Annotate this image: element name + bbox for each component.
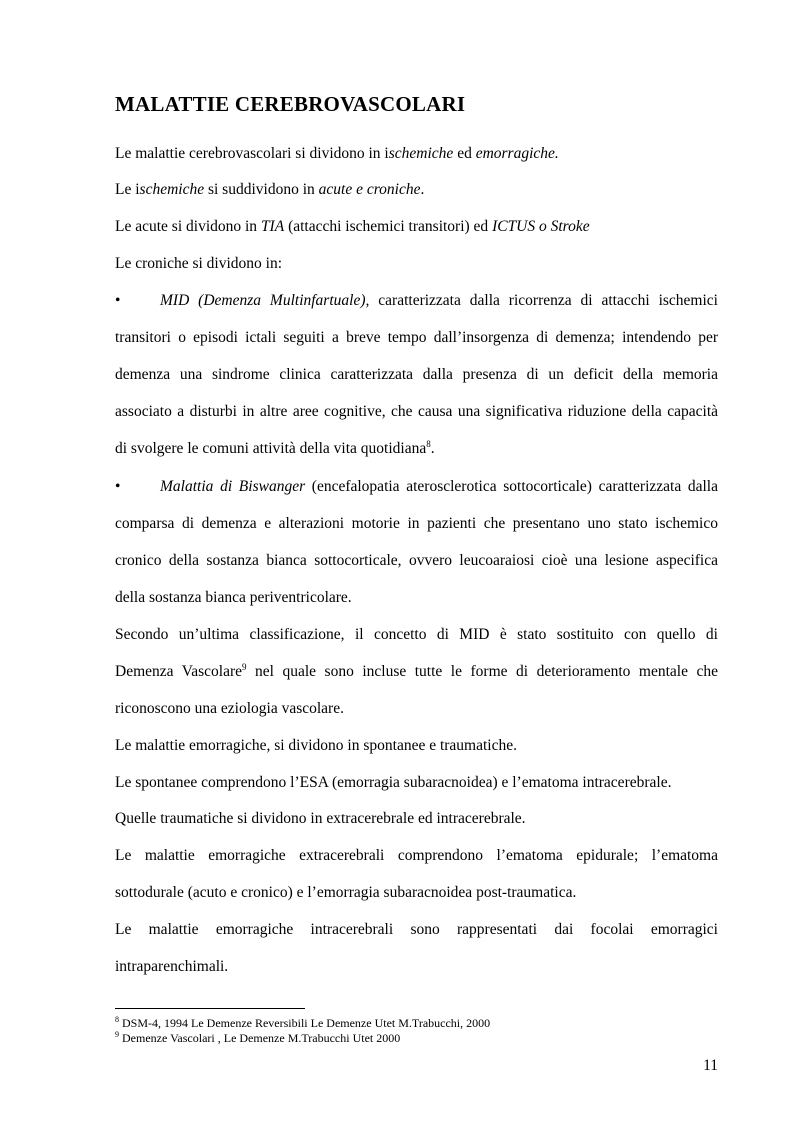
bullet-first-line (160, 292, 718, 310)
bullet-term: MID (Demenza Multinfartuale), (160, 292, 370, 309)
paragraph-hemorrhagic: Le malattie emorragiche, si dividono in spontanee e traumatiche. (115, 737, 517, 754)
bullet-icon: • (115, 478, 121, 495)
text-run: Demenza Vascolare (115, 663, 242, 680)
footnote-number: 9 (115, 1030, 119, 1039)
page-number: 11 (703, 1057, 718, 1074)
text-run: nel quale sono incluse tutte le forme di deterioramento mentale che (246, 663, 719, 680)
text-run: (attacchi ischemici transitori) ed (284, 218, 493, 235)
paragraph-line: sottodurale (acuto e cronico) e l’emorragia subaracnoidea post-traumatica. (115, 884, 577, 901)
text-run-italic: schemiche (139, 181, 205, 198)
paragraph-new-classification: Secondo un’ultima classificazione, il concetto di MID è stato sostituito con quello di (115, 626, 718, 643)
text-run: caratterizzata dalla ricorrenza di attacchi ischemici (369, 292, 718, 309)
paragraph-extracerebral: Le malattie emorragiche extracerebrali comprendono l’ematoma epidurale; l’ematoma (115, 847, 718, 864)
paragraph-classification (115, 145, 559, 163)
paragraph-line (115, 663, 718, 681)
bullet-icon: • (115, 292, 121, 309)
paragraph-line: intraparenchimali. (115, 958, 229, 975)
section-title: MALATTIE CEREBROVASCOLARI (115, 92, 466, 116)
paragraph-ischemic (115, 181, 424, 199)
text-run: . (430, 440, 435, 457)
text-run-italic: schemiche (388, 145, 454, 162)
paragraph-spontaneous: Le spontanee comprendono l’ESA (emorragia subaracnoidea) e l’ematoma intracerebrale. (115, 774, 672, 791)
paragraph-traumatic: Quelle traumatiche si dividono in extracerebrale ed intracerebrale. (115, 810, 526, 827)
text-run: Le malattie cerebrovascolari si dividono in i (115, 145, 389, 162)
footnote-ref: 9 (242, 661, 247, 672)
text-run: Le i (115, 181, 140, 198)
text-run-italic: ICTUS o Stroke (492, 218, 590, 235)
footnote-divider (115, 1008, 305, 1009)
text-run-italic: TIA (260, 218, 285, 235)
text-run: si suddividono in (204, 181, 319, 198)
paragraph-chronic: Le croniche si dividono in: (115, 255, 283, 272)
bullet-line: demenza una sindrome clinica caratterizzata dalla presenza di un deficit della memoria (115, 366, 718, 383)
bullet-line: della sostanza bianca periventricolare. (115, 589, 352, 606)
footnote-9 (115, 1031, 400, 1046)
text-run: di svolgere le comuni attività della vita quotidiana (115, 440, 427, 457)
bullet-line: comparsa di demenza e alterazioni motorie in pazienti che presentano uno stato ischemico (115, 515, 718, 532)
text-run: Le acute si dividono in (115, 218, 261, 235)
text-run: ed (453, 145, 476, 162)
text-run: . (420, 181, 425, 198)
footnote-number: 8 (115, 1015, 119, 1024)
text-run-italic: acute e croniche (318, 181, 421, 198)
footnote-text: DSM-4, 1994 Le Demenze Reversibili Le Demenze Utet M.Trabucchi, 2000 (119, 1016, 491, 1030)
paragraph-acute (115, 218, 590, 236)
bullet-line: transitori o episodi ictali seguiti a breve tempo dall’insorgenza di demenza; intendendo per (115, 329, 718, 346)
paragraph-intracerebral: Le malattie emorragiche intracerebrali sono rappresentati dai focolai emorragici (115, 921, 718, 938)
footnote-ref: 8 (426, 438, 431, 449)
bullet-first-line (160, 478, 718, 496)
bullet-line: cronico della sostanza bianca sottocorticale, ovvero leucoaraiosi cioè una lesione aspecifica (115, 552, 718, 569)
bullet-term: Malattia di Biswanger (160, 478, 306, 495)
text-run: (encefalopatia aterosclerotica sottocorticale) caratterizzata dalla (305, 478, 718, 495)
text-run-italic: emorragiche. (475, 145, 559, 162)
footnote-text: Demenze Vascolari , Le Demenze M.Trabucchi Utet 2000 (119, 1031, 401, 1045)
bullet-line: associato a disturbi in altre aree cognitive, che causa una significativa riduzione della capacità (115, 403, 718, 420)
paragraph-line: riconoscono una eziologia vascolare. (115, 700, 344, 717)
bullet-line (115, 440, 435, 458)
footnote-8 (115, 1016, 490, 1031)
